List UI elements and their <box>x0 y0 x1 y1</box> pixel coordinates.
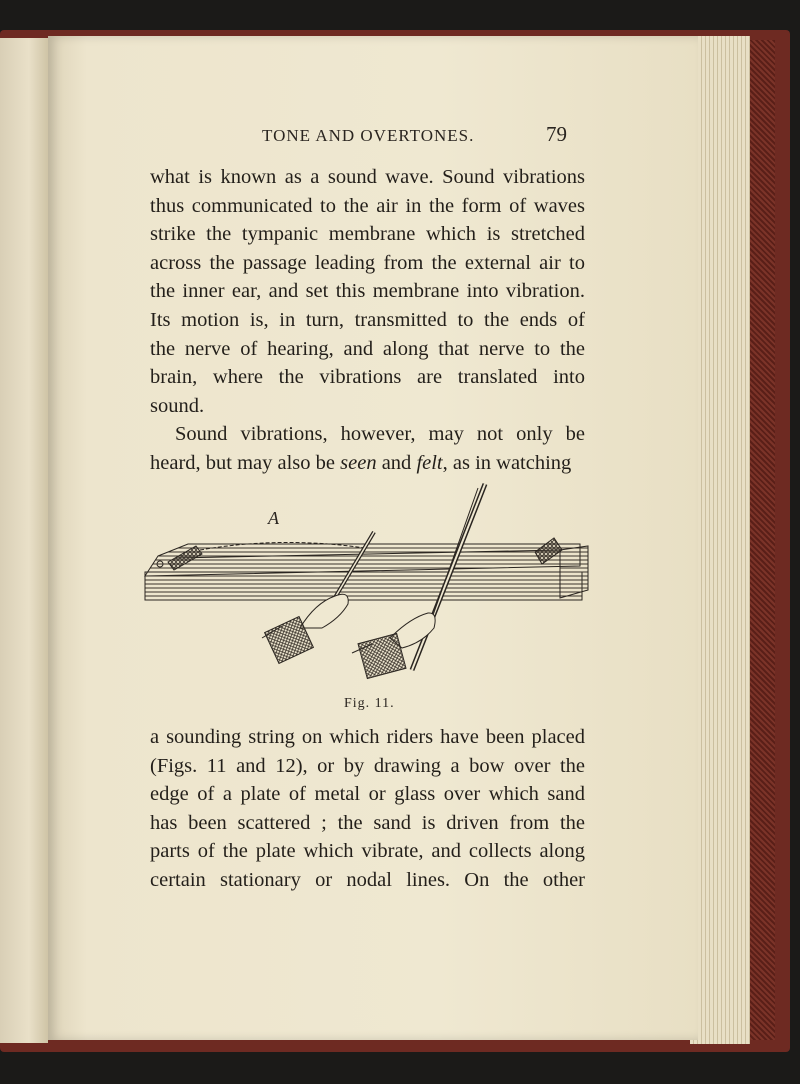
text-fragment: and <box>376 451 417 474</box>
text-line: certain stationary or nodal lines. On the other <box>150 868 585 891</box>
sonometer-box <box>145 544 588 600</box>
page-number: 79 <box>546 122 567 146</box>
text-line: the nerve of hearing, and along that nerve to the <box>150 337 585 360</box>
text-line: a sounding string on which riders have been placed <box>150 726 585 748</box>
text-line: thus communicated to the air in the form of waves <box>150 194 585 217</box>
text-line: Its motion is, in turn, transmitted to the ends of <box>150 308 585 331</box>
text-line: sound. <box>150 394 205 417</box>
page-stack-edge <box>690 36 750 1044</box>
italic-felt: felt <box>416 451 443 474</box>
text-block-top <box>150 163 585 478</box>
text-line <box>150 449 585 478</box>
italic-seen: seen <box>340 451 377 474</box>
text-block-bottom <box>150 723 585 895</box>
text-line: what is known as a sound wave. Sound vibrations <box>150 166 585 188</box>
text-line: Sound vibrations, however, may not only be <box>175 423 585 446</box>
text-line: (Figs. 11 and 12), or by drawing a bow over the <box>150 754 585 777</box>
text-fragment: , as in watching <box>442 451 572 474</box>
figure-illustration <box>140 478 595 688</box>
left-hand <box>262 594 348 663</box>
text-line: has been scattered ; the sand is driven from the <box>150 811 585 834</box>
text-line: the inner ear, and set this membrane into vibration. <box>150 280 585 303</box>
text-line: strike the tympanic membrane which is stretched <box>150 223 585 246</box>
text-line: across the passage leading from the external air to <box>150 251 585 274</box>
text-fragment: heard, but may also be <box>150 451 341 474</box>
running-head: TONE AND OVERTONES. <box>262 126 475 145</box>
figure-caption: Fig. 11. <box>344 696 395 711</box>
text-line: parts of the plate which vibrate, and collects along <box>150 840 585 863</box>
facing-page-edge <box>0 38 48 1043</box>
text-line: edge of a plate of metal or glass over which sand <box>150 783 585 806</box>
figure-marker-label: A <box>268 508 279 528</box>
text-line: brain, where the vibrations are translated into <box>150 366 585 389</box>
